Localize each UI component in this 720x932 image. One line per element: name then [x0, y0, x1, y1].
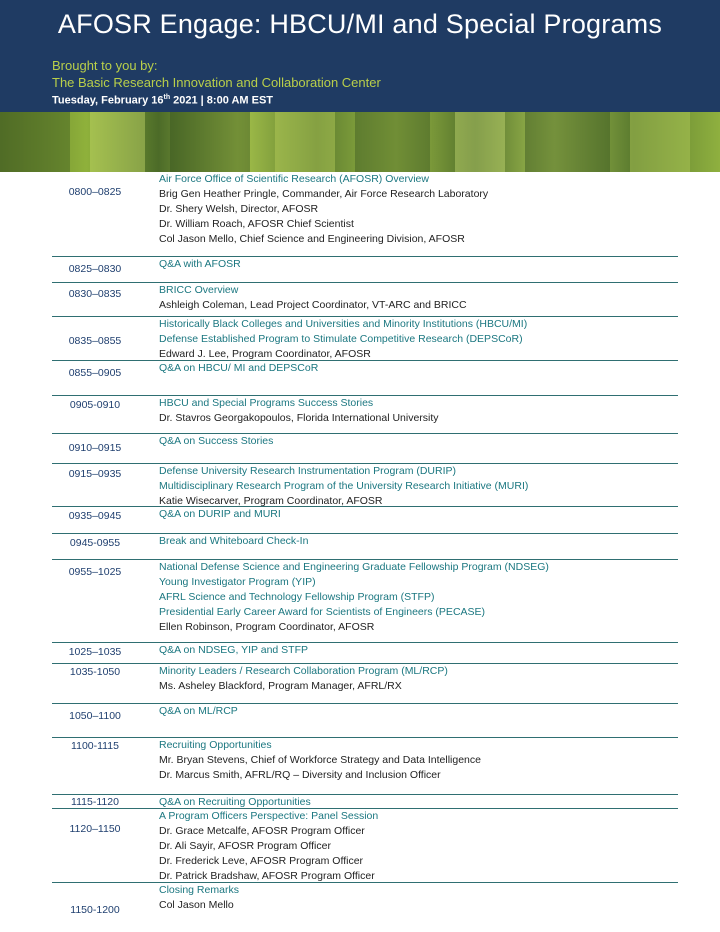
speaker-name: Col Jason Mello, Chief Science and Engineering Division, AFOSR — [159, 233, 465, 245]
session-title: HBCU and Special Programs Success Stories — [159, 397, 374, 409]
speaker-name: Ms. Asheley Blackford, Program Manager, AFRL/RX — [159, 680, 402, 692]
agenda-content — [159, 317, 679, 362]
event-date: Tuesday, February 16th 2021 | 8:00 AM EST — [52, 94, 274, 107]
speaker-name: Col Jason Mello — [159, 899, 234, 911]
agenda-row — [52, 464, 678, 507]
brought-by-label: Brought to you by: — [52, 58, 158, 73]
agenda-content — [159, 560, 679, 635]
agenda-content — [159, 809, 679, 884]
session-title: Presidential Early Career Award for Scientists of Engineers (PECASE) — [159, 606, 486, 618]
agenda-row — [52, 317, 678, 361]
agenda-time: 0825–0830 — [68, 263, 122, 275]
agenda-row — [52, 534, 678, 560]
agenda-row — [52, 396, 678, 434]
agenda-row — [52, 883, 678, 925]
session-title: BRICC Overview — [159, 284, 239, 296]
agenda-content — [159, 664, 679, 694]
agenda-content — [159, 534, 679, 549]
photo-collage-strip — [0, 112, 720, 172]
agenda-row — [52, 283, 678, 317]
agenda-time: 1100-1115 — [71, 740, 119, 752]
speaker-name: Dr. Grace Metcalfe, AFOSR Program Officer — [159, 825, 365, 837]
agenda-content — [159, 361, 679, 376]
speaker-name: Dr. Shery Welsh, Director, AFOSR — [159, 203, 319, 215]
agenda-content — [159, 643, 679, 658]
agenda-content — [159, 704, 679, 719]
agenda-row — [52, 560, 678, 643]
speaker-name: Ashleigh Coleman, Lead Project Coordinator, VT-ARC and BRICC — [159, 299, 467, 311]
agenda-time: 1150-1200 — [70, 904, 120, 916]
agenda-time: 0830–0835 — [68, 288, 122, 300]
agenda-row — [52, 704, 678, 738]
agenda-time: 0905-0910 — [69, 399, 121, 411]
agenda-time: 0915–0935 — [68, 468, 122, 480]
agenda-content — [159, 172, 679, 247]
agenda-content — [159, 507, 679, 522]
speaker-name: Dr. William Roach, AFOSR Chief Scientist — [159, 218, 354, 230]
speaker-name: Dr. Stavros Georgakopoulos, Florida International University — [159, 412, 439, 424]
agenda-row — [52, 738, 678, 795]
speaker-name: Dr. Frederick Leve, AFOSR Program Officer — [159, 855, 364, 867]
session-title: Minority Leaders / Research Collaboration Program (ML/RCP) — [159, 665, 448, 677]
agenda-row — [52, 795, 678, 809]
agenda-time: 0855–0905 — [68, 367, 122, 379]
agenda-time: 0945-0955 — [69, 537, 121, 549]
agenda-time: 1120–1150 — [69, 823, 121, 835]
session-title: Recruiting Opportunities — [159, 739, 272, 751]
header-banner — [0, 0, 720, 112]
agenda-content — [159, 795, 679, 810]
agenda-time: 1035-1050 — [69, 666, 121, 678]
agenda-time: 1025–1035 — [68, 646, 122, 658]
agenda-time: 0835–0855 — [68, 335, 122, 347]
agenda-time: 0910–0915 — [68, 442, 122, 454]
agenda-time: 1050–1100 — [69, 710, 121, 722]
session-title: Defense University Research Instrumentation Program (DURIP) — [159, 465, 457, 477]
agenda-content — [159, 283, 679, 313]
speaker-name: Katie Wisecarver, Program Coordinator, AFOSR — [159, 495, 383, 507]
agenda-row — [52, 643, 678, 664]
session-title: Q&A on Success Stories — [159, 435, 274, 447]
session-title: Closing Remarks — [159, 884, 239, 896]
agenda-row — [52, 664, 678, 704]
session-title: Defense Established Program to Stimulate Competitive Research (DEPSCoR) — [159, 333, 523, 345]
agenda-content — [159, 396, 679, 426]
agenda-time: 0800–0825 — [68, 186, 122, 198]
session-title: Break and Whiteboard Check-In — [159, 535, 309, 547]
session-title: Q&A on ML/RCP — [159, 705, 238, 717]
speaker-name: Dr. Ali Sayir, AFOSR Program Officer — [159, 840, 331, 852]
page-title: AFOSR Engage: HBCU/MI and Special Programs — [57, 9, 663, 39]
session-title: Q&A on DURIP and MURI — [159, 508, 281, 520]
session-title: Young Investigator Program (YIP) — [159, 576, 316, 588]
session-title: Q&A on HBCU/ MI and DEPSCoR — [159, 362, 319, 374]
agenda-row — [52, 257, 678, 283]
session-title: Q&A with AFOSR — [159, 258, 241, 270]
agenda-row — [52, 507, 678, 534]
agenda-content — [159, 434, 679, 449]
session-title: AFRL Science and Technology Fellowship Program (STFP) — [159, 591, 435, 603]
agenda-time: 0955–1025 — [68, 566, 122, 578]
session-title: Q&A on NDSEG, YIP and STFP — [159, 644, 309, 656]
speaker-name: Brig Gen Heather Pringle, Commander, Air Force Research Laboratory — [159, 188, 489, 200]
agenda-time: 1115-1120 — [71, 796, 119, 808]
session-title: Historically Black Colleges and Universities and Minority Institutions (HBCU/MI) — [159, 318, 528, 330]
agenda-time: 0935–0945 — [68, 510, 122, 522]
session-title: Air Force Office of Scientific Research (AFOSR) Overview — [159, 173, 429, 185]
speaker-name: Edward J. Lee, Program Coordinator, AFOSR — [159, 348, 371, 360]
agenda-content — [159, 464, 679, 509]
speaker-name: Ellen Robinson, Program Coordinator, AFOSR — [159, 621, 375, 633]
agenda-row — [52, 809, 678, 883]
agenda-row — [52, 361, 678, 396]
agenda-content — [159, 257, 679, 272]
session-title: A Program Officers Perspective: Panel Session — [159, 810, 379, 822]
agenda-content — [159, 738, 679, 783]
agenda-row — [52, 172, 678, 257]
speaker-name: Dr. Patrick Bradshaw, AFOSR Program Officer — [159, 870, 375, 882]
session-title: Q&A on Recruiting Opportunities — [159, 796, 311, 808]
session-title: National Defense Science and Engineering Graduate Fellowship Program (NDSEG) — [159, 561, 549, 573]
speaker-name: Dr. Marcus Smith, AFRL/RQ – Diversity and Inclusion Officer — [159, 769, 441, 781]
session-title: Multidisciplinary Research Program of the University Research Initiative (MURI) — [159, 480, 529, 492]
organizer-name: The Basic Research Innovation and Collaboration Center — [52, 75, 381, 90]
agenda-content — [159, 883, 679, 913]
agenda-row — [52, 434, 678, 464]
speaker-name: Mr. Bryan Stevens, Chief of Workforce Strategy and Data Intelligence — [159, 754, 481, 766]
